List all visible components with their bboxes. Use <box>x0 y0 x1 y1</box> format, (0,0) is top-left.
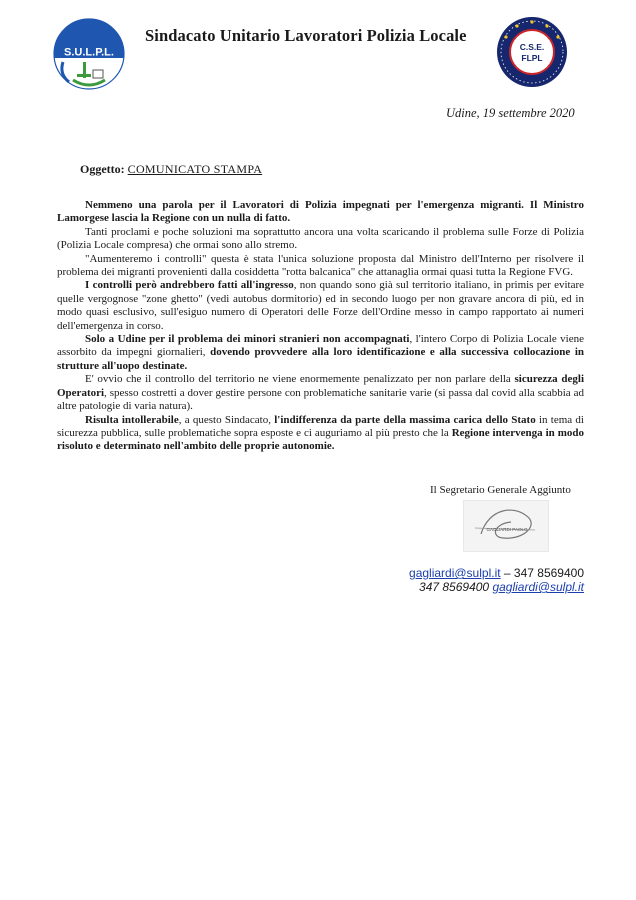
contact-row-2 <box>400 580 584 594</box>
letter-date: Udine, 19 settembre 2020 <box>446 106 575 120</box>
cse-flpl-logo <box>496 16 568 88</box>
sulpl-logo <box>53 18 125 90</box>
phone-number: 347 8569400 <box>513 566 584 580</box>
svg-text:GAGLIARDI PAOLO: GAGLIARDI PAOLO <box>486 527 528 532</box>
paragraph-7: Risulta intollerabile, a questo Sindacato, l'indifferenza da parte della massima carica dello Stato in tema di sicurezza pubblica, sulle problematiche sopra esposte e ci auguriamo al più presto che la Regione intervenga in modo risoluto e determinato nell'ambito delle proprie autonomie. <box>57 413 584 453</box>
paragraph-5: Solo a Udine per il problema dei minori stranieri non accompagnati, l'intero Corpo di Polizia Locale viene assorbito da impegni giornalieri, dovendo provvedere alla loro identificazione e alla successiva collocazione in strutture all'uopo destinate. <box>57 333 584 372</box>
paragraph-2: Tanti proclami e poche soluzioni ma soprattutto ancora una volta scaricando il problema sulle Forze di Polizia (Polizia Locale compresa) che ormai sono allo stremo. <box>57 225 584 252</box>
email-link[interactable]: gagliardi@sulpl.it <box>409 566 501 580</box>
paragraph-6: E' ovvio che il controllo del territorio ne viene enormemente penalizzato per non parlare della sicurezza degli Operatori, spesso costretti a dover gestire persone con problematiche sanitarie varie (si passa dal covid alla scabbia ad altre patologie di varia natura). <box>57 373 584 413</box>
paragraph-3: "Aumenteremo i controlli" questa è stata l'unica soluzione proposta dal Ministro dell'Interno per risolvere il problema dei migranti provenienti dalla cosiddetta "rotta balcanica" che attanaglia ormai quasi tutta la Regione FVG. <box>57 252 584 279</box>
paragraph-4: I controlli però andrebbero fatti all'ingresso, non quando sono già sul territorio italiano, in primis per evitare quelle vergognose "zone ghetto" (vedi autobus dormitorio) ed in secondo luogo per non gravare ancora di più, ed in modo quasi esclusivo, sull'esiguo numero di Operatori delle Forze dell'Ordine messo in campo rapportato ai numeri dell'emergenza in corso. <box>57 279 584 332</box>
subject-label: Oggetto: <box>80 162 125 176</box>
contact-block <box>400 566 584 594</box>
svg-text:FLPL: FLPL <box>521 53 543 63</box>
signature-stamp <box>463 500 549 552</box>
subject-line <box>80 162 262 177</box>
phone-number: 347 8569400 <box>419 580 490 594</box>
signer-title: Il Segretario Generale Aggiunto <box>430 484 571 496</box>
union-title: Sindacato Unitario Lavoratori Polizia Locale <box>145 26 467 45</box>
email-link[interactable]: gagliardi@sulpl.it <box>492 580 584 594</box>
letter-body <box>57 199 584 454</box>
svg-text:S.U.L.P.L.: S.U.L.P.L. <box>64 46 114 59</box>
contact-row-1: gagliardi@sulpl.it – 347 8569400 <box>409 566 584 580</box>
subject-value: COMUNICATO STAMPA <box>127 162 263 176</box>
svg-text:C.S.E.: C.S.E. <box>519 42 545 52</box>
paragraph-1: Nemmeno una parola per il Lavoratori di Polizia impegnati per l'emergenza migranti. Il Ministro Lamorgese lascia la Regione con un nulla di fatto. <box>57 199 584 225</box>
